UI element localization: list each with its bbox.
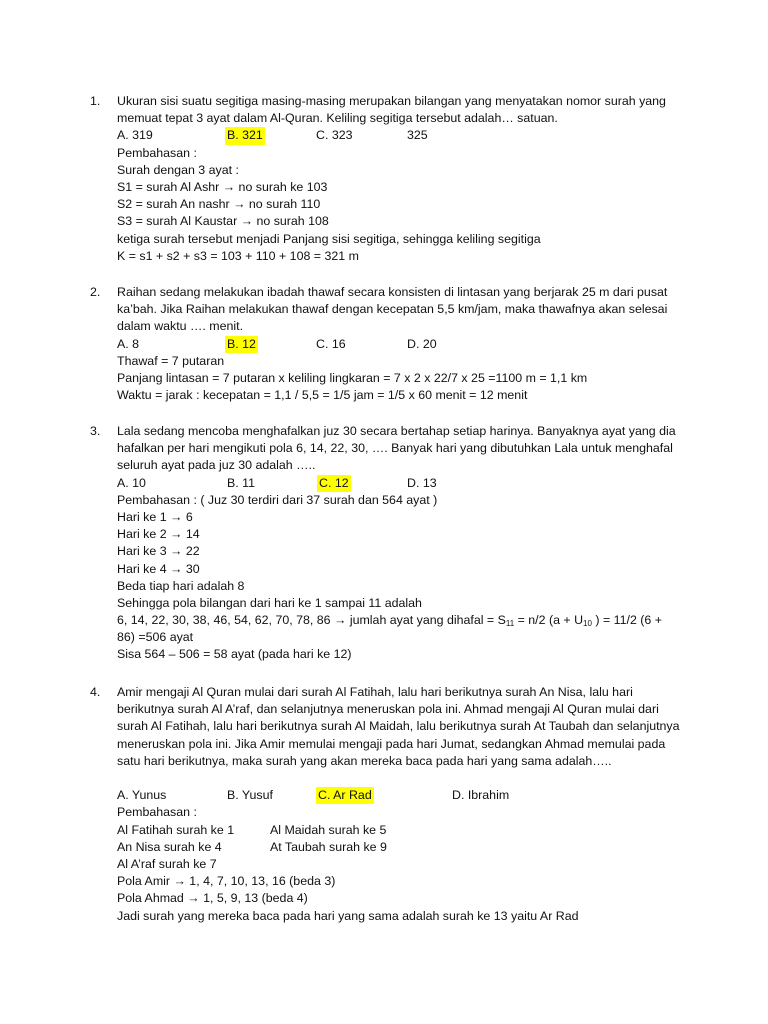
answer-options xyxy=(117,475,686,492)
solution-line: Hari ke 4 → 30 xyxy=(117,561,200,576)
option-b: B. 11 xyxy=(227,475,256,490)
surah-pair-row xyxy=(117,839,686,856)
surah-entry: Al Maidah surah ke 5 xyxy=(270,822,387,837)
solution-line: S2 = surah An nashr → no surah 110 xyxy=(117,197,321,212)
option-c: C. 323 xyxy=(316,128,353,143)
formula-part: 6, 14, 22, 30, 38, 46, 54, 62, 70, 78, 86 → jumlah ayat yang dihafal = S xyxy=(117,613,506,628)
option-d: D. 20 xyxy=(407,336,437,351)
question-text: Lala sedang mencoba menghafalkan juz 30 secara bertahap setiap harinya. Banyaknya ayat yang dia hafalkan per hari mengikuti pola 6, 14, 22, 30, …. Banyak hari yang dibutuhkan Lala untuk menghafal seluruh ayat pada juz 30 adalah ….. xyxy=(117,424,676,473)
answer-options xyxy=(117,336,686,353)
solution-line: S3 = surah Al Kaustar → no surah 108 xyxy=(117,214,329,229)
question-number: 3. xyxy=(90,424,101,438)
solution-line: Sehingga pola bilangan dari hari ke 1 sampai 11 adalah xyxy=(117,595,422,610)
answer-options xyxy=(117,127,686,144)
question-text: Raihan sedang melakukan ibadah thawaf secara konsisten di lintasan yang berjarak 25 m dari pusat ka’bah. Jika Raihan melakukan thawaf dengan kecepatan 5,5 km/jam, maka thawafnya akan selesai dalam waktu …. menit. xyxy=(117,285,668,334)
answer-options xyxy=(117,787,686,804)
formula-subscript: 10 xyxy=(583,619,592,629)
solution-line: Pola Amir → 1, 4, 7, 10, 13, 16 (beda 3) xyxy=(117,874,336,889)
option-d: 325 xyxy=(407,128,428,143)
option-a: A. Yunus xyxy=(117,788,167,803)
surah-entry: An Nisa surah ke 4 xyxy=(117,839,222,854)
solution-line: Pembahasan : xyxy=(117,805,197,820)
option-a: A. 10 xyxy=(117,475,146,490)
question-number: 4. xyxy=(90,685,101,699)
formula-part: = n/2 (a + U xyxy=(514,613,584,628)
solution-line: Beda tiap hari adalah 8 xyxy=(117,578,245,593)
question-number: 2. xyxy=(90,285,101,299)
solution-line: Panjang lintasan = 7 putaran x keliling lingkaran = 7 x 2 x 22/7 x 25 =1100 m = 1,1 km xyxy=(117,370,588,385)
option-b-correct: B. 12 xyxy=(225,336,258,353)
option-b-correct: B. 321 xyxy=(225,127,265,144)
solution-line: K = s1 + s2 + s3 = 103 + 110 + 108 = 321 m xyxy=(117,248,359,263)
solution-line: Thawaf = 7 putaran xyxy=(117,353,225,368)
option-c-correct: C. 12 xyxy=(317,475,351,492)
option-c-correct: C. Ar Rad xyxy=(316,787,374,804)
solution-line: Al A’raf surah ke 7 xyxy=(117,856,217,871)
question-body xyxy=(117,684,686,925)
question-body xyxy=(117,93,686,265)
solution-line: Jadi surah yang mereka baca pada hari yang sama adalah surah ke 13 yaitu Ar Rad xyxy=(117,908,579,923)
option-c: C. 16 xyxy=(316,336,346,351)
question-number: 1. xyxy=(90,94,101,108)
surah-entry: At Taubah surah ke 9 xyxy=(270,839,387,854)
solution-line: Hari ke 3 → 22 xyxy=(117,544,200,559)
formula-part: ) = 11/2 (6 + xyxy=(591,613,662,628)
solution-line: Waktu = jarak : kecepatan = 1,1 / 5,5 = 1/5 jam = 1/5 x 60 menit = 12 menit xyxy=(117,388,528,403)
option-b: B. Yusuf xyxy=(227,788,273,803)
question-text: Ukuran sisi suatu segitiga masing-masing merupakan bilangan yang menyatakan nomor surah yang memuat tepat 3 ayat dalam Al-Quran. Keliling segitiga tersebut adalah… satuan. xyxy=(117,94,666,126)
surah-pair-row xyxy=(117,822,686,839)
surah-entry: Al Fatihah surah ke 1 xyxy=(117,822,235,837)
formula-line xyxy=(117,612,686,629)
solution-line: ketiga surah tersebut menjadi Panjang sisi segitiga, sehingga keliling segitiga xyxy=(117,231,541,246)
question-body xyxy=(117,423,686,664)
solution-line: Sisa 564 – 506 = 58 ayat (pada hari ke 12) xyxy=(117,647,352,662)
solution-line: S1 = surah Al Ashr → no surah ke 103 xyxy=(117,179,328,194)
option-d: D. Ibrahim xyxy=(452,788,510,803)
solution-line: Pola Ahmad → 1, 5, 9, 13 (beda 4) xyxy=(117,891,308,906)
formula-line-continued: 86) =506 ayat xyxy=(117,630,194,645)
formula-subscript: 11 xyxy=(505,619,515,629)
solution-line: Pembahasan : ( Juz 30 terdiri dari 37 surah dan 564 ayat ) xyxy=(117,492,438,507)
option-d: D. 13 xyxy=(407,475,437,490)
option-a: A. 8 xyxy=(117,336,140,351)
solution-line: Hari ke 1 → 6 xyxy=(117,509,193,524)
question-text: Amir mengaji Al Quran mulai dari surah Al Fatihah, lalu hari berikutnya surah An Nisa, lalu hari berikutnya surah Al A’raf, dan selanjutnya meneruskan pola ini. Ahmad mengaji Al Quran mulai dari surah Al Fatihah, lalu hari berikutnya surah Al Maidah, lalu berikutnya surah At Taubah dan selanjutnya meneruskan pola ini. Jika Amir memulai mengaji pada hari Jumat, sedangkan Ahmad memulai pada satu hari berikutnya, maka surah yang akan mereka baca pada hari yang sama adalah….. xyxy=(117,685,680,768)
solution-line: Pembahasan : xyxy=(117,145,197,160)
solution-line: Hari ke 2 → 14 xyxy=(117,527,200,542)
solution-line: Surah dengan 3 ayat : xyxy=(117,162,239,177)
question-body xyxy=(117,284,686,404)
option-a: A. 319 xyxy=(117,128,153,143)
